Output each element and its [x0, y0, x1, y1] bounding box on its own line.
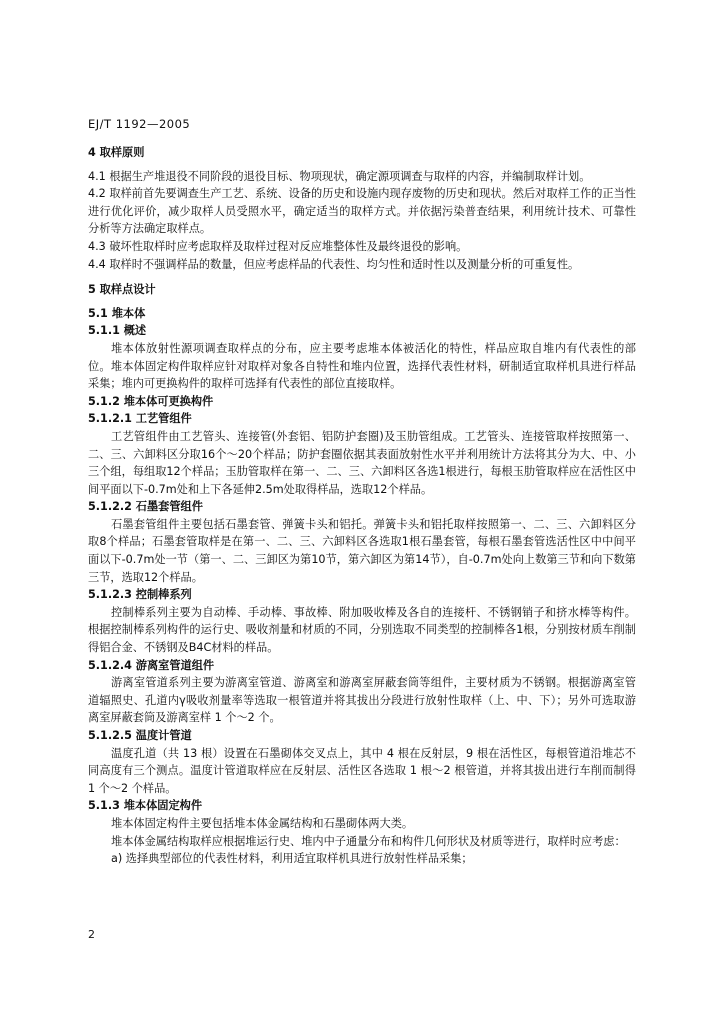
paragraph-5-1-3-b: 堆本体金属结构取样应根据堆运行史、堆内中子通量分布和构件几何形状及材质等进行，取样时应考虑： — [111, 834, 626, 848]
heading-5-1-1: 5.1.1 概述 — [88, 324, 147, 338]
heading-5-1-2-3: 5.1.2.3 控制棒系列 — [88, 588, 192, 602]
heading-5-1-3: 5.1.3 堆本体固定构件 — [88, 799, 203, 813]
heading-5-1-2: 5.1.2 堆本体可更换构件 — [88, 394, 214, 408]
paragraph-5-1-2-2: 石墨套管组件主要包括石墨套管、弹簧卡头和铝托。弹簧卡头和铝托取样按照第一、二、三、六卸料区分取8个样品；石墨套管取样是在第一、二、三、六卸料区各选取1根石墨套管，每根石墨套管选活性区中中间平面以下-0.7m处一节（第一、二、三卸区为第10节，第六卸区为第14节），自-0.7m处向上数第三节和向下数第三节，选取12个样品。 — [88, 517, 636, 584]
paragraph-5-1-2-4: 游离室管道系列主要为游离室管道、游离室和游离室屏蔽套筒等组件，主要材质为不锈钢。根据游离室管道辐照史、孔道内γ吸收剂量率等选取一根管道并将其拔出分段进行放射性取样（上、中、下）；另外可选取游离室屏蔽套筒及游离室样 1 个～2 个。 — [88, 676, 636, 725]
clause-4-2: 4.2 取样前首先要调查生产工艺、系统、设备的历史和设施内现存废物的历史和现状。然后对取样工作的正当性进行优化评价，减少取样人员受照水平，确定适当的取样方式。并依据污染普查结果，利用统计技术、可靠性分析等方法确定取样点。 — [88, 187, 636, 236]
paragraph-5-1-3-a: 堆本体固定构件主要包括堆本体金属结构和石墨砌体两大类。 — [111, 816, 414, 830]
page-number: 2 — [88, 928, 95, 941]
paragraph-5-1-2-1: 工艺管组件由工艺管头、连接管(外套铝、铝防护套圈)及玉肋管组成。工艺管头、连接管取样按照第一、二、三、六卸料区分取16个～20个样品；防护套圈依据其表面放射性水平并利用统计方法将其分为大、中、小三个组，每组取12个样品；玉肋管取样在第一、二、三、六卸料区各选1根进行，每根玉肋管取样应在活性区中间平面以下-0.7m处和上下各延伸2.5m处取得样品，选取12个样品。 — [88, 429, 636, 496]
paragraph-5-1-2-5: 温度孔道（共 13 根）设置在石墨砌体交叉点上，其中 4 根在反射层，9 根在活性区，每根管道沿堆芯不同高度有三个测点。温度计管道取样应在反射层、活性区各选取 1 根～2 根管道，并将其拔出进行车削而制得 1 个～2 个样品。 — [88, 746, 636, 795]
section-5-heading: 5 取样点设计 — [88, 283, 156, 297]
paragraph-5-1-2-3: 控制棒系列主要为自动棒、手动棒、事故棒、附加吸收棒及各自的连接杆、不锈钢销子和挤水棒等构件。根据控制棒系列构件的运行史、吸收剂量和材质的不同，分别选取不同类型的控制棒各1根，分别按材质车削制得铝合金、不锈钢及B4C材料的样品。 — [88, 605, 636, 655]
standard-number: EJ/T 1192—2005 — [88, 117, 191, 131]
section-4-heading: 4 取样原则 — [88, 146, 145, 159]
paragraph-5-1-1: 堆本体放射性源项调查取样点的分布，应主要考虑堆本体被活化的特性，样品应取自堆内有代表性的部位。堆本体固定构件取样应针对取样对象各自特性和堆内位置，选择代表性材料，研制适宜取样机具进行样品采集；堆内可更换构件的取样可选择有代表性的部位直接取样。 — [88, 341, 636, 391]
list-item-a: a) 选择典型部位的代表性材料，利用适宜取样机具进行放射性样品采集； — [111, 852, 473, 866]
document-body — [88, 144, 636, 868]
heading-5-1-2-4: 5.1.2.4 游离室管道组件 — [88, 658, 215, 672]
heading-5-1: 5.1 堆本体 — [88, 306, 146, 320]
clause-4-1: 4.1 根据生产堆退役不同阶段的退役目标、物项现状，确定源项调查与取样的内容，并编制取样计划。 — [88, 169, 591, 183]
heading-5-1-2-2: 5.1.2.2 石墨套管组件 — [88, 500, 203, 514]
clause-4-3: 4.3 破坏性取样时应考虑取样及取样过程对反应堆整体性及最终退役的影响。 — [88, 239, 468, 253]
heading-5-1-2-1: 5.1.2.1 工艺管组件 — [88, 412, 192, 426]
heading-5-1-2-5: 5.1.2.5 温度计管道 — [88, 729, 192, 742]
clause-4-4: 4.4 取样时不强调样品的数量，但应考虑样品的代表性、均匀性和适时性以及测量分析的可重复性。 — [88, 257, 580, 271]
